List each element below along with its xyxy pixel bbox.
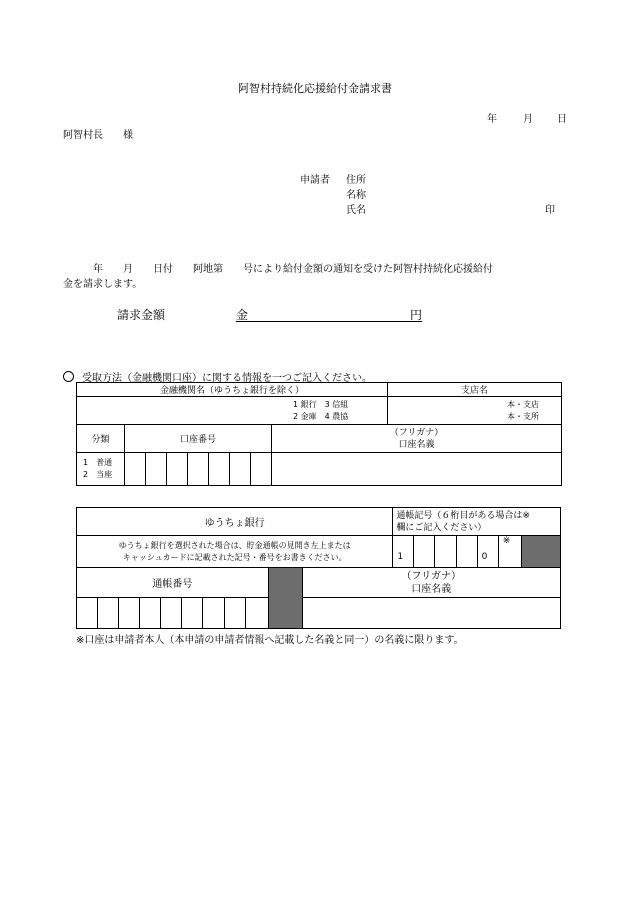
institution-type-line1: 1 銀行 3 信組 [293,399,349,409]
branch-field[interactable] [388,397,562,425]
document-title: 阿智村持続化応援給付金請求書 [238,82,392,95]
kind-option-current: 2 当座 [83,470,113,479]
institution-header: 金融機関名（ゆうちょ銀行を除く） [77,383,388,397]
passbook-digit-1[interactable] [77,598,98,629]
circle-icon [63,371,74,382]
account-kind-field[interactable] [77,453,125,486]
passbook-digit-3[interactable] [119,598,140,629]
yucho-account-table [76,507,561,629]
date-month: 月 [523,114,533,125]
passbook-digit-5[interactable] [161,598,182,629]
account-digit-4[interactable] [188,453,209,486]
passbook-code-header-line2: 欄にご記入ください） [396,522,487,533]
bank-account-table [76,382,562,486]
account-digit-7[interactable] [251,453,272,486]
account-name-label: 口座名義 [398,439,435,450]
account-digit-5[interactable] [209,453,230,486]
account-name-field[interactable] [272,453,562,486]
code-digit-2[interactable] [414,536,435,568]
institution-field[interactable] [77,397,388,425]
passbook-digit-7[interactable] [203,598,224,629]
code-digit-5[interactable]: 0 [477,536,498,568]
yucho-header: ゆうちょ銀行 [77,508,393,536]
amount-suffix: 円 [409,308,422,322]
furigana-label: （フリガナ） [389,427,444,438]
kind-header: 分類 [77,425,125,453]
name-label: 名称 [346,190,366,201]
date-year: 年 [487,114,497,125]
account-digit-1[interactable] [125,453,146,486]
kind-option-ordinary: 1 普通 [83,458,113,467]
amount-label: 請求金額 [117,308,166,322]
yucho-instruction-line2: キャッシュカードに記載された記号・番号をお書きください。 [122,552,347,562]
passbook-digit-2[interactable] [98,598,119,629]
code-digit-4[interactable] [456,536,477,568]
branch-suffix-line1: 本・支店 [507,399,540,409]
yucho-instruction [77,536,393,568]
code-digit-1[interactable]: 1 [393,536,414,568]
passbook-code-header [393,508,561,536]
passbook-code-header-line1: 通帳記号（６桁目がある場合は※ [396,510,530,521]
account-digit-6[interactable] [230,453,251,486]
request-statement-line1: 年 月 日付 阿地第 号により給付金額の通知を受けた阿智村持続化応援給付 [93,264,493,275]
yucho-account-name-label: 口座名義 [411,583,452,595]
request-statement-line2: 金を請求します。 [63,279,143,290]
passbook-digit-4[interactable] [140,598,161,629]
address-label: 住所 [346,175,366,186]
code-shaded-cell [521,536,560,568]
passbook-digit-8[interactable] [224,598,245,629]
number-shaded-cell [268,568,302,629]
person-name-label: 氏名 [346,205,366,216]
account-digit-3[interactable] [167,453,188,486]
account-holder-note: ※口座は申請者本人（本申請の申請者情報へ記載した名義と同一）の名義に限ります。 [76,635,464,646]
code-digit-6[interactable]: ※ [498,536,521,568]
institution-type-line2: 2 金庫 4 農協 [293,411,349,421]
branch-suffix-line2: 本・支所 [507,411,540,421]
request-statement [63,262,573,292]
seal-mark: 印 [545,205,555,216]
addressee: 阿智村長 様 [63,130,133,141]
passbook-digit-6[interactable] [182,598,203,629]
branch-header: 支店名 [388,383,562,397]
date-day: 日 [557,114,567,125]
amount-prefix: 金 [236,308,249,322]
yucho-furigana-label: （フリガナ） [401,570,461,582]
passbook-digit-9[interactable] [245,598,268,629]
amount-field[interactable] [236,306,422,322]
yucho-account-name-field[interactable] [302,598,560,629]
code-digit-3[interactable] [435,536,456,568]
account-digit-2[interactable] [146,453,167,486]
passbook-number-header: 通帳番号 [77,568,269,598]
yucho-instruction-line1: ゆうちょ銀行を選択された場合は、貯金通帳の見開き左上または [118,540,351,550]
applicant-label: 申請者 [300,175,330,186]
receipt-method-text: 受取方法（金融機関口座）に関する情報を一つご記入ください。 [82,373,372,384]
yucho-account-name-header [302,568,560,598]
account-number-header: 口座番号 [125,425,272,453]
account-name-header [272,425,562,453]
